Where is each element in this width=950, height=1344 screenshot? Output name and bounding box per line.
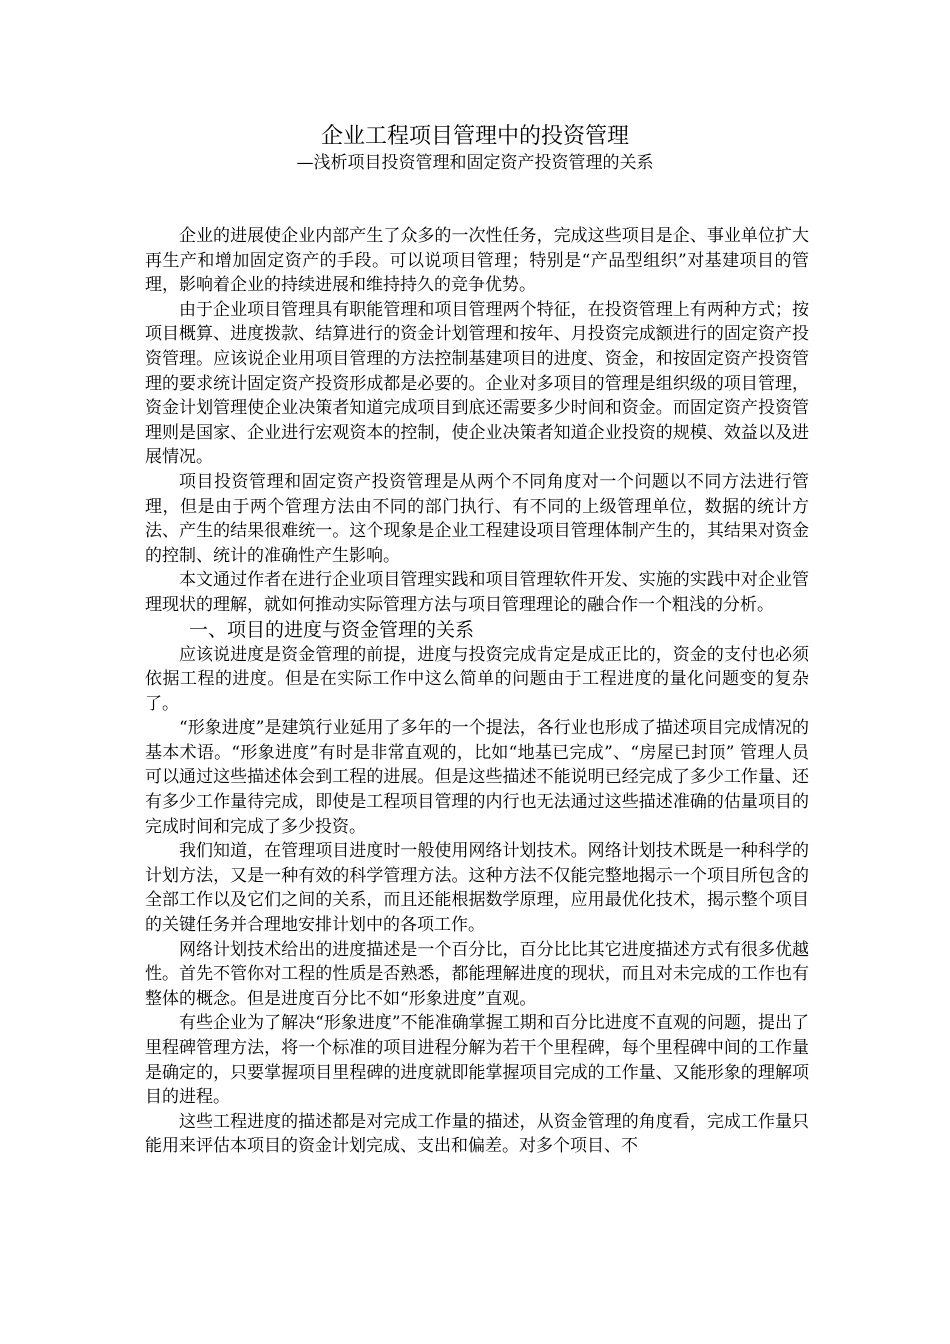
paragraph: 企业的进展使企业内部产生了众多的一次性任务，完成这些项目是企、事业单位扩大再生产和增加固定资产的手段。可以说项目管理；特别是“产品型组织”对基建项目的管理，影响着企业的持续进展和维持持久的竞争优势。 (145, 226, 809, 296)
paragraph: 应该说进度是资金管理的前提，进度与投资完成肯定是成正比的，资金的支付也必须依据工程的进度。但是在实际工作中这么简单的问题由于工程进度的量化问题变的复杂了。 (145, 644, 809, 714)
paragraph: 这些工程进度的描述都是对完成工作量的描述，从资金管理的角度看，完成工作量只能用来评估本项目的资金计划完成、支出和偏差。对多个项目、不 (145, 1111, 809, 1157)
paragraph: 网络计划技术给出的进度描述是一个百分比，百分比比其它进度描述方式有很多优越性。首先不管你对工程的性质是否熟悉，都能理解进度的现状，而且对未完成的工作也有整体的概念。但是进度百分比不如“形象进度”直观。 (145, 939, 809, 1009)
paragraph: 有些企业为了解决“形象进度”不能准确掌握工期和百分比进度不直观的问题，提出了里程碑管理方法，将一个标准的项目进程分解为若干个里程碑，每个里程碑中间的工作量是确定的，只要掌握项目里程碑的进度就即能掌握项目完成的工作量、又能形象的理解项目的进程。 (145, 1013, 809, 1108)
section-heading: 一、项目的进度与资金管理的关系 (189, 618, 475, 641)
document-title: 企业工程项目管理中的投资管理 (320, 124, 629, 149)
paragraph: 本文通过作者在进行企业项目管理实践和项目管理软件开发、实施的实践中对企业管理现状的理解，就如何推动实际管理方法与项目管理理论的融合作一个粗浅的分析。 (145, 570, 809, 615)
document-subtitle: —浅析项目投资管理和固定资产投资管理的关系 (296, 153, 654, 173)
paragraph: “形象进度”是建筑行业延用了多年的一个提法，各行业也形成了描述项目完成情况的基本术语。“形象进度”有时是非常直观的，比如“地基已完成”、“房屋已封顶” 管理人员可以通过这些描述体会到工程的进展。但是这些描述不能说明已经完成了多少工作量、还有多少工作量待完成，即使是工程项目管理的内行也无法通过这些描述准确的估量项目的完成时间和完成了多少投资。 (145, 718, 809, 837)
paragraph: 项目投资管理和固定资产投资管理是从两个不同角度对一个问题以不同方法进行管理，但是由于两个管理方法由不同的部门执行、有不同的上级管理单位，数据的统计方法、产生的结果很难统一。这个现象是企业工程建设项目管理体制产生的，其结果对资金的控制、统计的准确性产生影响。 (145, 471, 809, 566)
paragraph: 由于企业项目管理具有职能管理和项目管理两个特征，在投资管理上有两种方式；按项目概算、进度拨款、结算进行的资金计划管理和按年、月投资完成额进行的固定资产投资管理。应该说企业用项目管理的方法控制基建项目的进度、资金，和按固定资产投资管理的要求统计固定资产投资形成都是必要的。企业对多项目的管理是组织级的项目管理，资金计划管理使企业决策者知道完成项目到底还需要多少时间和资金。而固定资产投资管理则是国家、企业进行宏观资本的控制，使企业决策者知道企业投资的规模、效益以及进展情况。 (145, 299, 809, 468)
paragraph: 我们知道，在管理项目进度时一般使用网络计划技术。网络计划技术既是一种科学的计划方法，又是一种有效的科学管理方法。这种方法不仅能完整地揭示一个项目所包含的全部工作以及它们之间的关系，而且还能根据数学原理，应用最优化技术，揭示整个项目的关键任务并合理地安排计划中的各项工作。 (145, 841, 809, 936)
document-body (145, 224, 809, 1159)
